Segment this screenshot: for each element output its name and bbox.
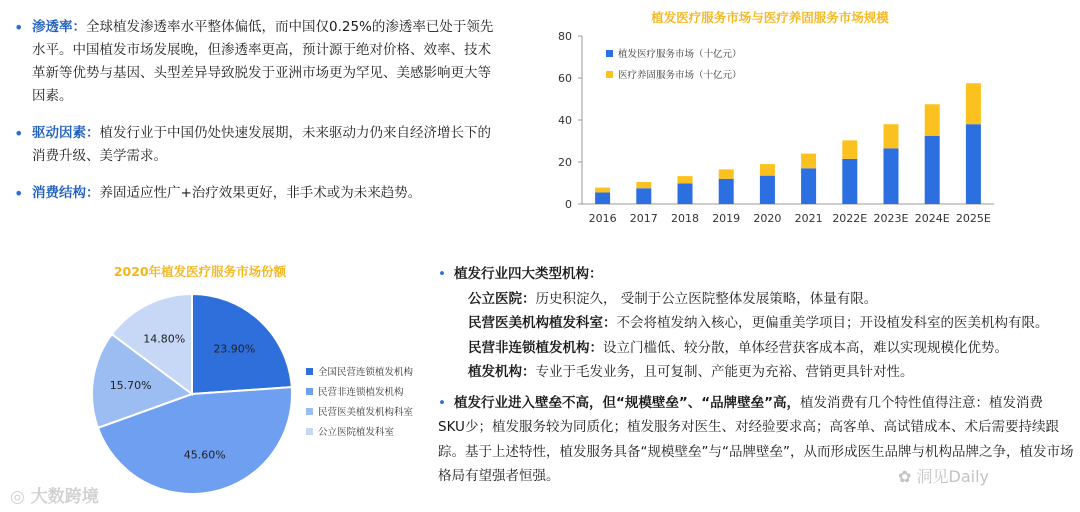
- watermark-logo-icon: ◎: [10, 487, 25, 507]
- bar-segment-hair-transplant: [801, 168, 816, 204]
- watermark-text: 洞见Daily: [916, 467, 989, 486]
- bullet-keyword: 驱动因素：: [32, 125, 100, 141]
- legend-swatch: [306, 408, 313, 415]
- pie-legend-item-1: [306, 384, 404, 398]
- legend-label: 医疗养固服务市场（十亿元）: [618, 70, 742, 81]
- x-tick-label: 2021: [794, 212, 823, 225]
- legend-label: 公立医院植发科室: [318, 427, 395, 438]
- legend-label: 民营非连锁植发机构: [318, 387, 404, 398]
- legend-swatch: [306, 368, 313, 375]
- legend-swatch: [306, 388, 313, 395]
- types-heading: 植发行业四大类型机构：: [454, 266, 603, 282]
- type-item-medical-beauty: [438, 311, 1074, 336]
- legend-label: 民营医美植发机构科室: [318, 407, 414, 418]
- wechat-icon: ✿: [898, 467, 912, 486]
- type-keyword: 公立医院：: [468, 290, 536, 307]
- bullet-text: 全球植发渗透率水平整体偏低，而中国仅0.25%的渗透率已处于领先水平。中国植发市场发展晚，但渗透率更高，预计源于绝对价格、效率、技术革新等优势与基因、头型差异导致脱发于亚洲市场更为罕见、美感影响更大等因素。: [32, 19, 494, 104]
- pie-legend-item-2: [306, 404, 413, 418]
- left-bullet-list: [14, 16, 504, 219]
- watermark-bottom-left: [10, 482, 99, 507]
- types-heading-row: [438, 262, 1074, 287]
- bar-segment-hair-care: [678, 176, 693, 183]
- y-tick-label: 60: [558, 72, 572, 85]
- y-tick-label: 0: [565, 198, 572, 211]
- bar-segment-hair-transplant: [842, 159, 857, 204]
- x-tick-label: 2019: [712, 212, 741, 225]
- legend-label: 全国民营连锁植发机构: [318, 367, 414, 378]
- pie-chart: [82, 284, 302, 504]
- bar-segment-hair-transplant: [966, 124, 981, 204]
- x-tick-label: 2020: [753, 212, 782, 225]
- bar-segment-hair-care: [801, 154, 816, 169]
- type-text: 不会将植发纳入核心，更偏重美学项目；开设植发科室的医美机构有限。: [616, 315, 1049, 331]
- type-item-hair-clinic: [438, 360, 1074, 385]
- bar-segment-hair-transplant: [719, 179, 734, 204]
- bar-segment-hair-transplant: [636, 188, 651, 204]
- bar-legend-item-1: [606, 67, 742, 81]
- bar-segment-hair-care: [719, 169, 734, 178]
- bar-segment-hair-transplant: [925, 136, 940, 204]
- bullet-dot-icon: •: [14, 18, 24, 37]
- pie-legend-item-3: [306, 424, 394, 438]
- bar-segment-hair-transplant: [595, 192, 610, 204]
- bar-legend-item-0: [606, 46, 742, 60]
- bullet-dot-icon: •: [14, 124, 24, 143]
- bullet-text: 养固适应性广+治疗效果更好，非手术或为未来趋势。: [99, 185, 422, 201]
- bullet-drivers: [14, 122, 504, 168]
- type-item-non-chain: [438, 336, 1074, 361]
- x-tick-label: 2024E: [914, 212, 950, 225]
- pie-chart-title: 2020年植发医疗服务市场份额: [113, 264, 287, 279]
- x-tick-label: 2018: [671, 212, 699, 225]
- bar-segment-hair-transplant: [760, 176, 775, 204]
- pie-slice-label: 23.90%: [213, 342, 256, 356]
- bar-segment-hair-transplant: [884, 148, 899, 204]
- type-text: 历史积淀久， 受制于公立医院整体发展策略，体量有限。: [535, 290, 878, 307]
- bullet-consumption: [14, 182, 504, 205]
- y-tick-label: 40: [558, 114, 572, 127]
- legend-swatch: [606, 71, 613, 78]
- pie-slice-label: 15.70%: [109, 378, 152, 392]
- bullet-keyword: 消费结构：: [32, 185, 100, 201]
- bar-segment-hair-care: [925, 104, 940, 136]
- barriers-bold: 植发行业进入壁垒不高，但“规模壁垒”、“品牌壁垒”高，: [454, 394, 800, 411]
- bullet-dot-icon: •: [438, 266, 446, 282]
- institution-types-text: [438, 262, 1074, 489]
- bar-segment-hair-care: [595, 188, 610, 193]
- legend-swatch: [606, 50, 613, 57]
- bar-chart-title: 植发医疗服务市场与医疗养固服务市场规模: [651, 10, 889, 25]
- x-tick-label: 2022E: [832, 212, 868, 225]
- legend-swatch: [306, 428, 313, 435]
- legend-label: 植发医疗服务市场（十亿元）: [618, 49, 742, 60]
- barriers-text: 植发消费有几个特性值得注意：植发消费 SKU少；植发服务较为同质化；植发服务对医生、对经验要求高；高客单、高试错成本、术后需要持续跟踪。基于上述特性，植发服务具备“规模壁垒”与“品牌壁垒”，从而形成医生品牌与机构品牌之争，植发市场格局有望强者恒强。: [438, 394, 1074, 484]
- bar-chart: [532, 24, 1002, 234]
- bar-segment-hair-care: [760, 164, 775, 176]
- x-tick-label: 2017: [629, 212, 658, 225]
- y-tick-label: 20: [558, 156, 572, 169]
- bar-segment-hair-care: [884, 124, 899, 148]
- bar-segment-hair-care: [636, 182, 651, 188]
- bar-segment-hair-care: [842, 140, 857, 158]
- pie-slice-label: 45.60%: [183, 448, 226, 462]
- bullet-keyword: 渗透率：: [32, 19, 86, 35]
- type-keyword: 民营非连锁植发机构：: [468, 339, 603, 356]
- pie-legend-item-0: [306, 364, 413, 378]
- bullet-dot-icon: •: [438, 394, 446, 411]
- y-tick-label: 80: [558, 30, 572, 43]
- x-tick-label: 2016: [588, 212, 617, 225]
- type-item-public: [438, 287, 1074, 312]
- type-text: 设立门槛低、较分散，单体经营获客成本高，难以实现规模化优势。: [603, 339, 1008, 356]
- type-keyword: 植发机构：: [468, 364, 536, 380]
- bullet-dot-icon: •: [14, 184, 24, 203]
- bar-segment-hair-care: [966, 83, 981, 124]
- bullet-text: 植发行业于中国仍处快速发展期，未来驱动力仍来自经济增长下的消费升级、美学需求。: [32, 125, 491, 164]
- watermark-text: 大数跨境: [30, 487, 99, 507]
- bullet-penetration: [14, 16, 504, 108]
- x-tick-label: 2025E: [955, 212, 991, 225]
- type-keyword: 民营医美机构植发科室：: [468, 315, 617, 331]
- watermark-bottom-right: [898, 464, 989, 487]
- bar-segment-hair-transplant: [678, 183, 693, 204]
- pie-slice-label: 14.80%: [143, 332, 186, 346]
- x-tick-label: 2023E: [873, 212, 909, 225]
- type-text: 专业于毛发业务，且可复制、产能更为充裕、营销更具针对性。: [535, 364, 914, 380]
